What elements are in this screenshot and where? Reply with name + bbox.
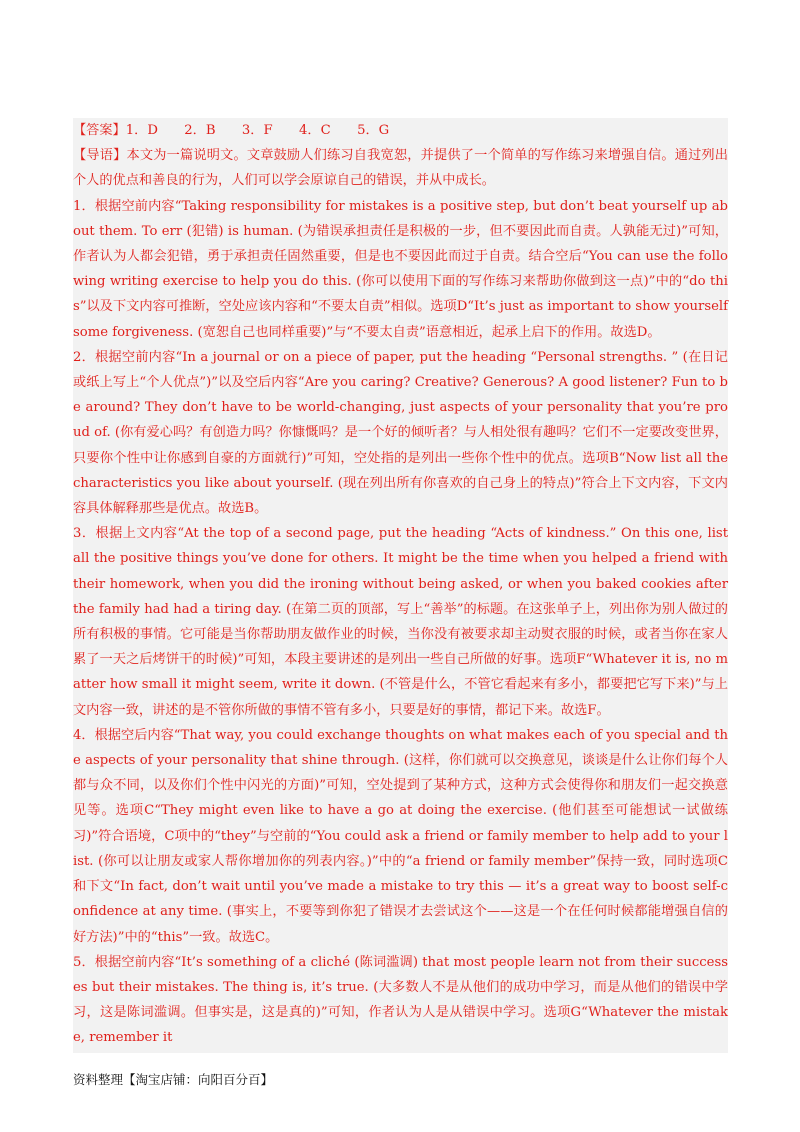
explanation-1: 1．根据空前内容“Taking responsibility for mistakes is a positive step, but don’t beat yourself up about them. To err (犯错) is human. (为错误承担责任是积极的一步，但不要因此而自责。人孰能无过)”可知，作者认为人都会犯错，勇于承担责任固然重要，但是也不要因此而过于自责。结合空后“You can use the following writing exercise to help you do this. (你可以使用下面的写作练习来帮助你做到这一点)”中的“do this”以及下文内容可推断，空处应该内容和“不要太自责”相似。选项D“It’s just as important to show yourself some forgiveness. (宽恕自己也同样重要)”与“不要太自责”语意相近，起承上启下的作用。故选D。 xyxy=(73,198,728,340)
answer-explanation-block xyxy=(73,118,728,1053)
explanation-4: 4．根据空后内容“That way, you could exchange thoughts on what makes each of you special and the aspects of your personality that shine through. (这样，你们就可以交换意见，谈谈是什么让你们每个人都与众不同，以及你们个性中闪光的方面)”可知，空处提到了某种方式，这种方式会使得你和朋友们一起交换意见等。选项C“They might even like to have a go at doing the exercise. (他们甚至可能想试一试做练习)”符合语境，C项中的“they”与空前的“You could ask a friend or family member to help add to your list. (你可以让朋友或家人帮你增加你的列表内容。)”中的“a friend or family member”保持一致，同时选项C和下文“In fact, don’t wait until you’ve made a mistake to try this — it’s a great way to boost self-confidence at any time. (事实上，不要等到你犯了错误才去尝试这个——这是一个在任何时候都能增强自信的好方法)”中的“this”一致。故选C。 xyxy=(73,727,728,945)
explanation-3: 3．根据上文内容“At the top of a second page, put the heading “Acts of kindness.” On this one, list all the positive things you’ve done for others. It might be the time when you helped a friend with their homework, when you did the ironing without being asked, or when you baked cookies after the family had had a tiring day. (在第二页的顶部，写上“善举”的标题。在这张单子上，列出你为别人做过的所有积极的事情。它可能是当你帮助朋友做作业的时候，当你没有被要求却主动熨衣服的时候，或者当你在家人累了一天之后烤饼干的时候)”可知，本段主要讲述的是列出一些自己所做的好事。选项F“Whatever it is, no matter how small it might seem, write it down. (不管是什么，不管它看起来有多小，都要把它写下来)”与上文内容一致，讲述的是不管你所做的事情不管有多小，只要是好的事情，都记下来。故选F。 xyxy=(73,526,728,718)
answer-line: 【答案】1．D 2．B 3．F 4．C 5．G xyxy=(73,123,390,138)
explanation-5: 5．根据空前内容“It’s something of a cliché (陈词滥调) that most people learn not from their successes but their mistakes. The thing is, it’s true. (大多数人不是从他们的成功中学习，而是从他们的错误中学习，这是陈词滥调。但事实是，这是真的)”可知，作者认为人是从错误中学习。选项G“Whatever the mistake, remember it xyxy=(73,954,728,1046)
page-footer: 资料整理【淘宝店铺：向阳百分百】 xyxy=(73,1072,274,1087)
guide-paragraph: 【导语】本文为一篇说明文。文章鼓励人们练习自我宽恕，并提供了一个简单的写作练习来增强自信。通过列出个人的优点和善良的行为，人们可以学会原谅自己的错误，并从中成长。 xyxy=(73,148,728,189)
explanation-2: 2．根据空前内容“In a journal or on a piece of paper, put the heading “Personal strengths. ” (在日记或纸上写上“个人优点”)”以及空后内容“Are you caring? Creative? Generous? A good listener? Fun to be around? They don’t have to be world-changing, just aspects of your personality that you’re proud of. (你有爱心吗？有创造力吗？你慷慨吗？是一个好的倾听者？与人相处很有趣吗？它们不一定要改变世界，只要你个性中让你感到自豪的方面就行)”可知，空处指的是列出一些你个性中的优点。选项B“Now list all the characteristics you like about yourself. (现在列出所有你喜欢的自己身上的特点)”符合上下文内容，下文内容具体解释那些是优点。故选B。 xyxy=(73,349,728,517)
